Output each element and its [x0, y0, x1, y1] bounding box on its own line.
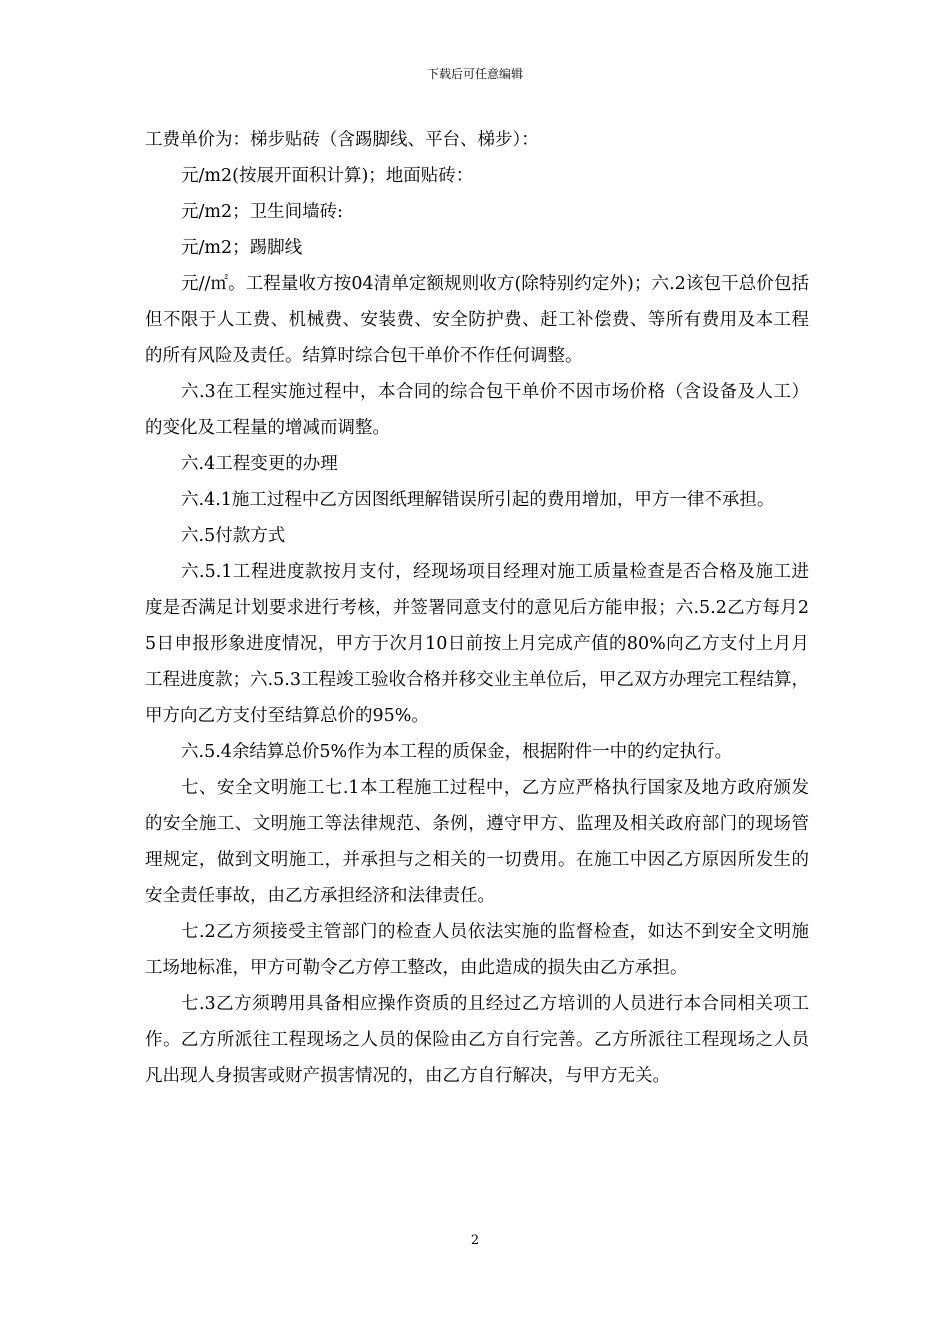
paragraph-9: 六.5付款方式: [181, 526, 286, 546]
page-header: 下载后可任意编辑: [426, 67, 523, 81]
paragraph-6: 六.3在工程实施过程中，本合同的综合包干单价不因市场价格（含设备及人工）的变化及工程量的增减而调整。: [145, 382, 809, 438]
paragraph-8: 六.4.1施工过程中乙方因图纸理解错误所引起的费用增加，甲方一律不承担。: [181, 490, 775, 510]
paragraph-13: 七.2乙方须接受主管部门的检查人员依法实施的监督检查，如达不到安全文明施工场地标准，甲方可勒令乙方停工整改，由此造成的损失由乙方承担。: [145, 922, 809, 978]
page-number: 2: [470, 1233, 480, 1248]
paragraph-12: 七、安全文明施工七.1本工程施工过程中，乙方应严格执行国家及地方政府颁发的安全施工、文明施工等法律规范、条例，遵守甲方、监理及相关政府部门的现场管理规定，做到文明施工，并承担与之相关的一切费用。在施工中因乙方原因所发生的安全责任事故，由乙方承担经济和法律责任。: [145, 778, 809, 906]
paragraph-14: 七.3乙方须聘用具备相应操作资质的且经过乙方培训的人员进行本合同相关项工作。乙方所派往工程现场之人员的保险由乙方自行完善。乙方所派往工程现场之人员凡出现人身损害或财产损害情况的，由乙方自行解决，与甲方无关。: [145, 994, 809, 1086]
paragraph-2: 元/m2(按展开面积计算)；地面贴砖：: [181, 166, 474, 186]
paragraph-11: 六.5.4余结算总价5%作为本工程的质保金，根据附件一中的约定执行。: [181, 742, 733, 762]
paragraph-7: 六.4工程变更的办理: [181, 454, 338, 474]
paragraph-5: 元//㎡。工程量收方按04清单定额规则收方(除特别约定外)；六.2该包干总价包括但不限于人工费、机械费、安装费、安全防护费、赶工补偿费、等所有费用及本工程的所有风险及责任。结算时综合包干单价不作任何调整。: [145, 274, 809, 366]
paragraph-3: 元/m2；卫生间墙砖:: [181, 202, 344, 222]
paragraph-10: 六.5.1工程进度款按月支付，经现场项目经理对施工质量检查是否合格及施工进度是否满足计划要求进行考核，并签署同意支付的意见后方能申报；六.5.2乙方每月25日申报形象进度情况，甲方于次月10日前按上月完成产值的80%向乙方支付上月月工程进度款；六.5.3工程竣工验收合格并移交业主单位后，甲乙双方办理完工程结算，甲方向乙方支付至结算总价的95%。: [145, 562, 809, 726]
document-body: [145, 122, 809, 1094]
paragraph-1: 工费单价为：梯步贴砖（含踢脚线、平台、梯步）：: [145, 130, 539, 150]
paragraph-4: 元/m2；踢脚线: [181, 238, 303, 258]
